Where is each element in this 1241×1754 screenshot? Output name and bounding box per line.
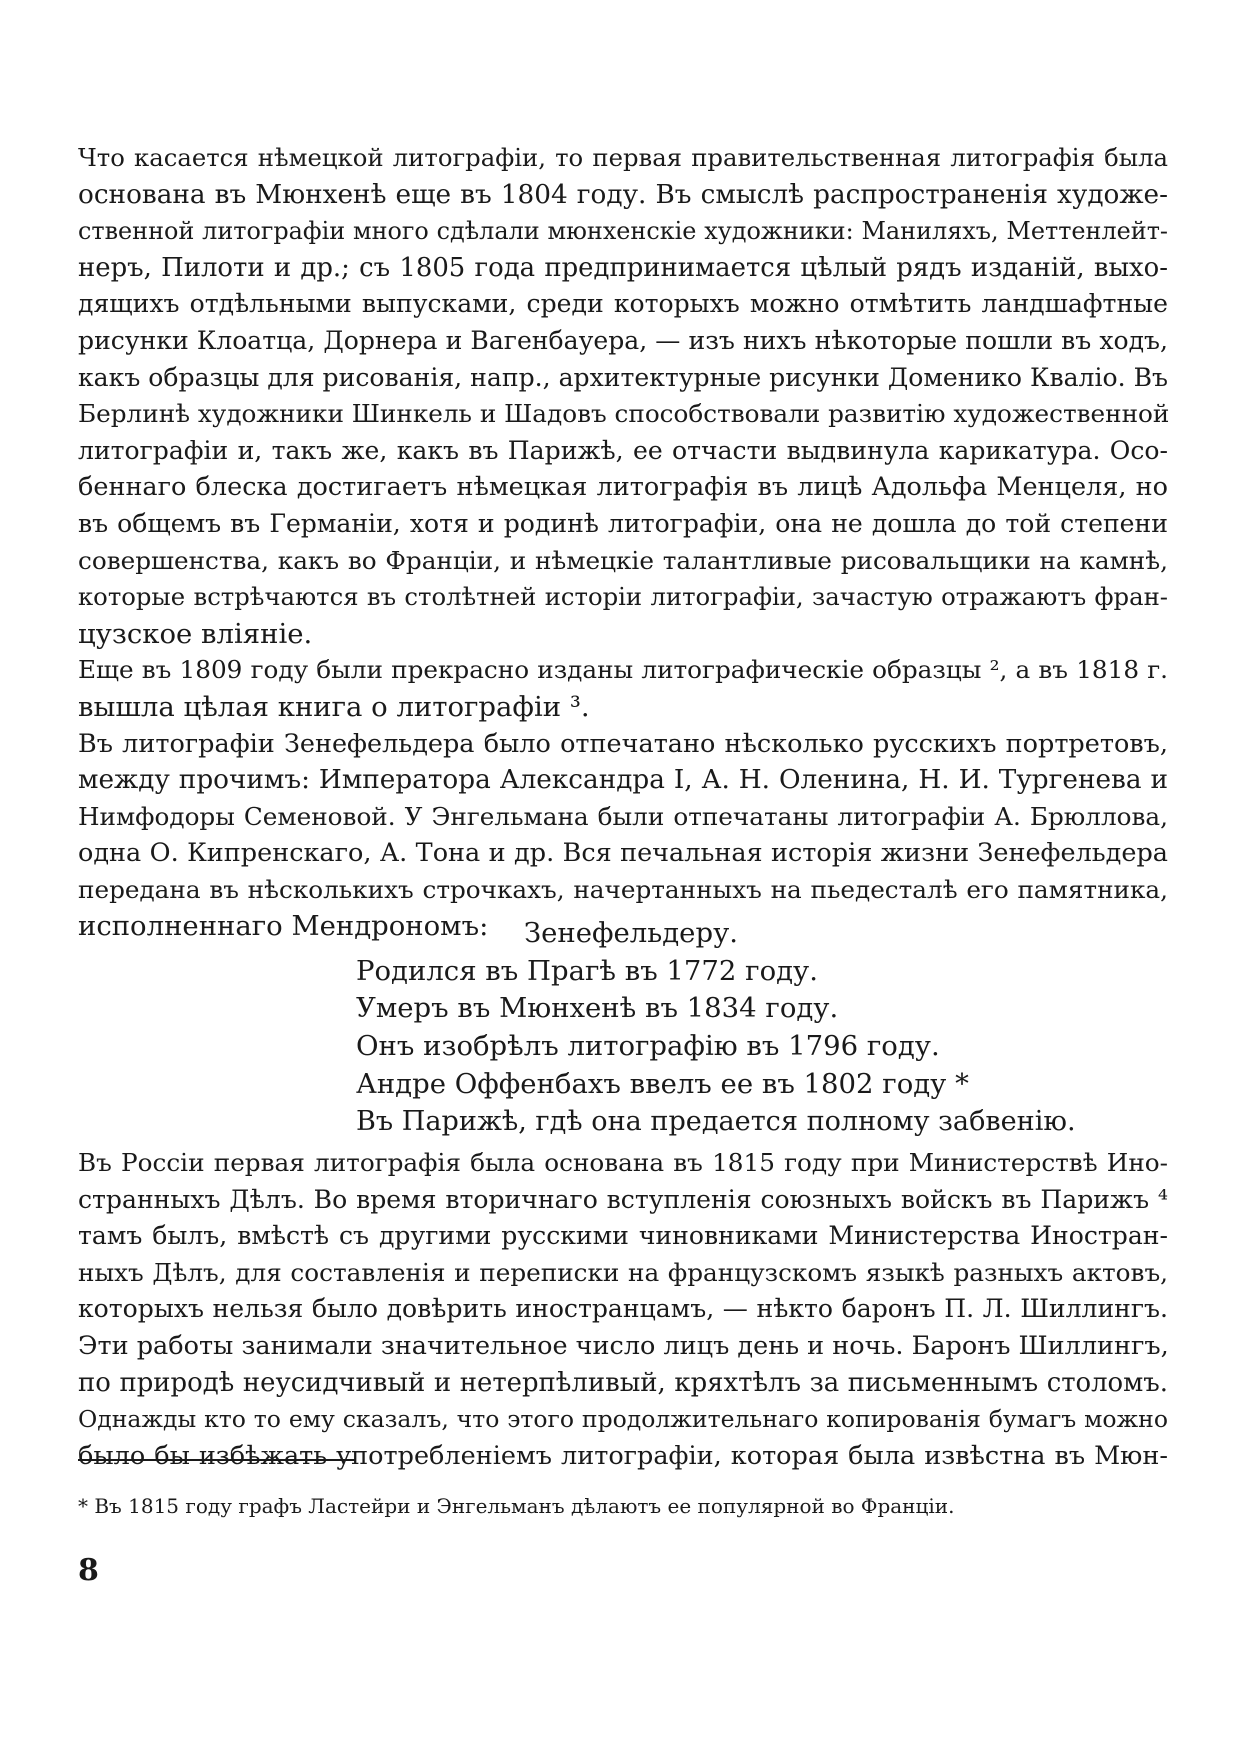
text-line: исполненнаго Мендрономъ: bbox=[78, 910, 489, 943]
text-line: которыхъ нельзя было довѣрить иностранцамъ, — нѣкто баронъ П. Л. Шиллингъ. bbox=[78, 1294, 1168, 1324]
text-line: Эти работы занимали значительное число лицъ день и ночь. Баронъ Шиллингъ, bbox=[78, 1330, 1169, 1361]
text-line: ныхъ Дѣлъ, для составленія и переписки на французскомъ языкѣ разныхъ актовъ, bbox=[78, 1257, 1168, 1287]
footnote: * Въ 1815 году графъ Ластейри и Энгельманъ дѣлаютъ ее популярной во Франціи. bbox=[78, 1494, 955, 1518]
text-line: Берлинѣ художники Шинкель и Шадовъ способствовали развитію художественной bbox=[78, 399, 1170, 429]
text-line: между прочимъ: Императора Александра I, А. Н. Оленина, Н. И. Тургенева и bbox=[78, 765, 1168, 796]
text-line: совершенства, какъ во Франціи, и нѣмецкіе талантливые рисовальщики на камнѣ, bbox=[78, 545, 1168, 575]
text-line: беннаго блеска достигаетъ нѣмецкая литографія въ лицѣ Адольфа Менцеля, но bbox=[78, 472, 1168, 503]
text-line: Въ Россіи первая литографія была основана въ 1815 году при Министерствѣ Ино- bbox=[78, 1148, 1168, 1177]
text-line: тамъ былъ, вмѣстѣ съ другими русскими чиновниками Министерства Иностран- bbox=[78, 1221, 1168, 1251]
page-number: 8 bbox=[78, 1553, 99, 1588]
text-line: вышла цѣлая книга о литографіи ³. bbox=[78, 690, 590, 723]
text-line: рисунки Клоатца, Дорнера и Вагенбауера, — изъ нихъ нѣкоторые пошли въ ходъ, bbox=[78, 325, 1168, 355]
text-block-lithography-germany bbox=[78, 140, 1168, 945]
text-line: цузское вліяніе. bbox=[78, 617, 313, 650]
inscription-line: Андре Оффенбахъ ввелъ ее въ 1802 году * bbox=[356, 1067, 969, 1100]
text-line: по природѣ неусидчивый и нетерпѣливый, кряхтѣлъ за письменнымъ столомъ. bbox=[78, 1367, 1168, 1398]
footnote-divider bbox=[78, 1459, 356, 1461]
text-line: какъ образцы для рисованія, напр., архитектурные рисунки Доменико Кваліо. Въ bbox=[78, 362, 1168, 392]
text-line: въ общемъ въ Германіи, хотя и родинѣ литографіи, она не дошла до той степени bbox=[78, 508, 1168, 538]
text-line: Нимфодоры Семеновой. У Энгельмана были отпечатаны литографіи А. Брюллова, bbox=[78, 801, 1168, 831]
inscription-line: Родился въ Прагѣ въ 1772 году. bbox=[356, 954, 818, 987]
text-line: основана въ Мюнхенѣ еще въ 1804 году. Въ смыслѣ распространенія художе- bbox=[78, 179, 1168, 210]
text-line: ственной литографіи много сдѣлали мюнхенскіе художники: Маниляхъ, Меттенлейт- bbox=[78, 217, 1168, 246]
text-line: Что касается нѣмецкой литографіи, то первая правительственная литографія была bbox=[78, 143, 1168, 172]
text-line: Однажды кто то ему сказалъ, что этого продолжительнаго копированія бумагъ можно bbox=[78, 1405, 1168, 1434]
inscription-line: Въ Парижѣ, гдѣ она предается полному забвенію. bbox=[356, 1106, 1076, 1138]
text-line: передана въ нѣсколькихъ строчкахъ, начертанныхъ на пьедесталѣ его памятника, bbox=[78, 874, 1168, 904]
text-block-lithography-russia bbox=[78, 1145, 1168, 1474]
text-line: Въ литографіи Зенефельдера было отпечатано нѣсколько русскихъ портретовъ, bbox=[78, 728, 1168, 759]
inscription-line: Умеръ въ Мюнхенѣ въ 1834 году. bbox=[356, 992, 839, 1025]
text-line: литографіи и, такъ же, какъ въ Парижѣ, ее отчасти выдвинула карикатура. Осо- bbox=[78, 435, 1168, 465]
text-line: Еще въ 1809 году были прекрасно изданы литографическіе образцы ², а въ 1818 г. bbox=[78, 655, 1168, 685]
text-line: одна О. Кипренскаго, А. Тона и др. Вся печальная исторія жизни Зенефельдера bbox=[78, 838, 1168, 869]
text-line: неръ, Пилоти и др.; съ 1805 года предпринимается цѣлый рядъ изданій, выхо- bbox=[78, 252, 1168, 283]
text-line: которые встрѣчаются въ столѣтней исторіи литографіи, зачастую отражаютъ фран- bbox=[78, 582, 1168, 612]
text-line: дящихъ отдѣльными выпусками, среди которыхъ можно отмѣтить ландшафтные bbox=[78, 289, 1168, 319]
text-line: странныхъ Дѣлъ. Во время вторичнаго вступленія союзныхъ войскъ въ Парижъ ⁴ bbox=[78, 1184, 1168, 1214]
text-line: было бы избѣжать употребленіемъ литографіи, которая была извѣстна въ Мюн- bbox=[78, 1440, 1168, 1471]
inscription-heading: Зенефельдеру. bbox=[524, 917, 738, 949]
inscription-line: Онъ изобрѣлъ литографію въ 1796 году. bbox=[356, 1030, 940, 1063]
monument-inscription bbox=[356, 915, 1076, 1141]
